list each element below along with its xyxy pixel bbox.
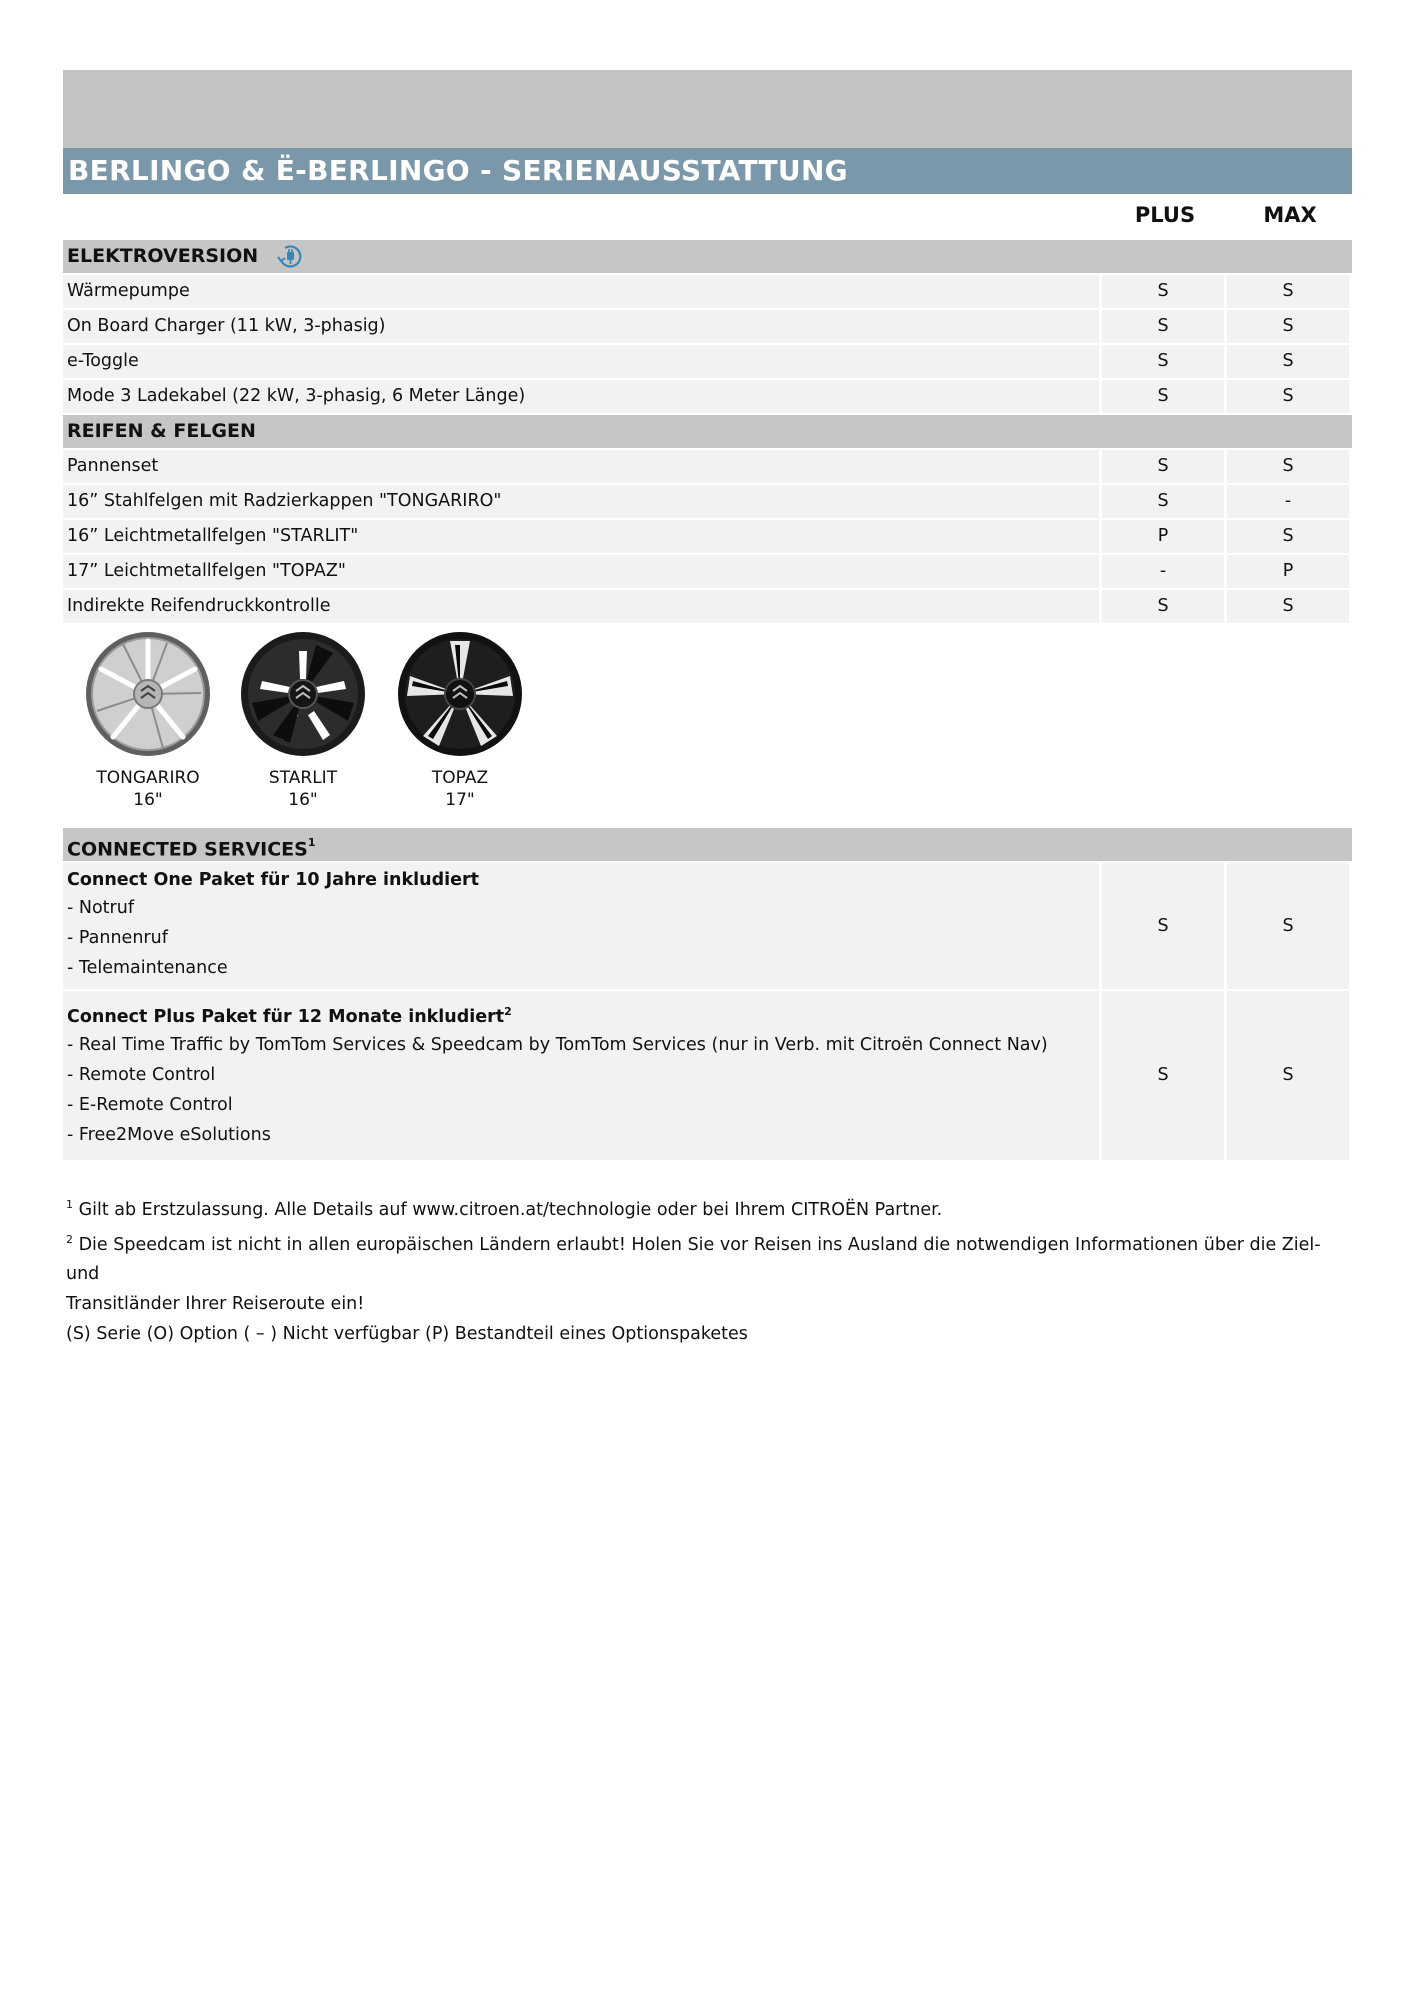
footnote-2: $^2$ Die Speedcam ist nicht in allen europäischen Ländern erlaubt! Holen Sie vor Reisen ins Ausland die notwendigen Informationen über die Ziel- und (66, 1232, 1321, 1285)
block-item: - Telemaintenance (67, 958, 228, 978)
row-label: On Board Charger (11 kW, 3-phasig) (63, 310, 1099, 343)
block-label (63, 863, 1099, 989)
block-heading: Connect One Paket für 10 Jahre inkludiert (67, 870, 479, 890)
value-plus: S (1102, 345, 1224, 378)
block-item: - Free2Move eSolutions (67, 1124, 271, 1145)
section-reifen-felgen (63, 415, 1352, 448)
table-row (63, 380, 1352, 413)
row-label: 16” Leichtmetallfelgen "STARLIT" (63, 520, 1099, 553)
footnote-2-cont: Transitländer Ihrer Reiseroute ein! (66, 1294, 365, 1315)
wheel-topaz (395, 631, 525, 811)
footnotes (63, 1190, 1352, 1350)
value-plus: S (1102, 380, 1224, 413)
table-row (63, 485, 1352, 518)
section-connected-services (63, 828, 1352, 861)
value-plus: S (1102, 590, 1224, 623)
table-row (63, 275, 1352, 308)
row-label: Pannenset (63, 450, 1099, 483)
wheel-topaz-image (395, 631, 525, 757)
row-label: 16” Stahlfelgen mit Radzierkappen "TONGARIRO" (63, 485, 1099, 518)
value-max: P (1227, 555, 1349, 588)
table-row (63, 520, 1352, 553)
wheel-size: 17" (445, 790, 475, 810)
value-plus: - (1102, 555, 1224, 588)
column-max: MAX (1263, 203, 1317, 227)
block-item: - Real Time Traffic by TomTom Services & Speedcam by TomTom Services (nur in Verb. mit Citroën Connect Nav) (67, 1034, 1048, 1055)
wheel-tongariro (83, 631, 213, 811)
row-label: 17” Leichtmetallfelgen "TOPAZ" (63, 555, 1099, 588)
block-heading: Connect Plus Paket für 12 Monate inkludiert$^2$ (67, 1005, 512, 1027)
value-max: S (1227, 345, 1349, 378)
table-row (63, 310, 1352, 343)
column-headers (63, 194, 1352, 240)
value-max: S (1227, 863, 1349, 989)
wheel-tongariro-image (83, 631, 213, 757)
wheel-starlit (238, 631, 368, 811)
header-band (63, 70, 1352, 148)
value-max: S (1227, 310, 1349, 343)
wheel-gallery (63, 623, 1352, 828)
wheel-starlit-image (238, 631, 368, 757)
block-label (63, 991, 1099, 1160)
column-plus: PLUS (1134, 203, 1196, 227)
row-label: e-Toggle (63, 345, 1099, 378)
footnote-mark: 2 (504, 1005, 512, 1018)
block-item: - Remote Control (67, 1064, 216, 1085)
value-plus: S (1102, 991, 1224, 1160)
section-title: ELEKTROVERSION (67, 245, 259, 267)
section-title: REIFEN & FELGEN (67, 420, 256, 442)
connect-one-block (63, 863, 1352, 989)
row-label: Indirekte Reifendruckkontrolle (63, 590, 1099, 623)
value-plus: S (1102, 310, 1224, 343)
value-plus: S (1102, 275, 1224, 308)
value-plus: P (1102, 520, 1224, 553)
value-max: S (1227, 590, 1349, 623)
value-max: - (1227, 485, 1349, 518)
plug-icon (275, 243, 305, 270)
footnote-mark: 1 (307, 836, 316, 849)
legend: (S) Serie (O) Option ( – ) Nicht verfügbar (P) Bestandteil eines Optionspaketes (66, 1324, 748, 1345)
table-row (63, 450, 1352, 483)
wheel-name: TOPAZ (431, 768, 489, 788)
footnote-1: $^1$ Gilt ab Erstzulassung. Alle Details auf www.citroen.at/technologie oder bei Ihrem CITROËN Partner. (66, 1197, 943, 1220)
equipment-sheet (63, 70, 1352, 1349)
row-label: Mode 3 Ladekabel (22 kW, 3-phasig, 6 Meter Länge) (63, 380, 1099, 413)
value-max: S (1227, 380, 1349, 413)
value-plus: S (1102, 863, 1224, 989)
value-plus: S (1102, 450, 1224, 483)
block-item: - Notruf (67, 898, 134, 918)
value-max: S (1227, 991, 1349, 1160)
block-item: - Pannenruf (67, 928, 168, 948)
wheel-name: STARLIT (268, 768, 338, 788)
block-item: - E-Remote Control (67, 1094, 233, 1115)
value-max: S (1227, 520, 1349, 553)
section-title: CONNECTED SERVICES (67, 838, 308, 861)
table-row (63, 590, 1352, 623)
wheel-size: 16" (133, 790, 163, 810)
row-label: Wärmepumpe (63, 275, 1099, 308)
page-title: BERLINGO & Ë-BERLINGO - SERIENAUSSTATTUNG (63, 148, 1352, 194)
table-row (63, 345, 1352, 378)
wheel-name: TONGARIRO (96, 768, 200, 788)
value-max: S (1227, 275, 1349, 308)
connect-plus-block (63, 991, 1352, 1160)
wheel-size: 16" (288, 790, 318, 810)
value-max: S (1227, 450, 1349, 483)
section-elektroversion (63, 240, 1352, 273)
table-row (63, 555, 1352, 588)
value-plus: S (1102, 485, 1224, 518)
